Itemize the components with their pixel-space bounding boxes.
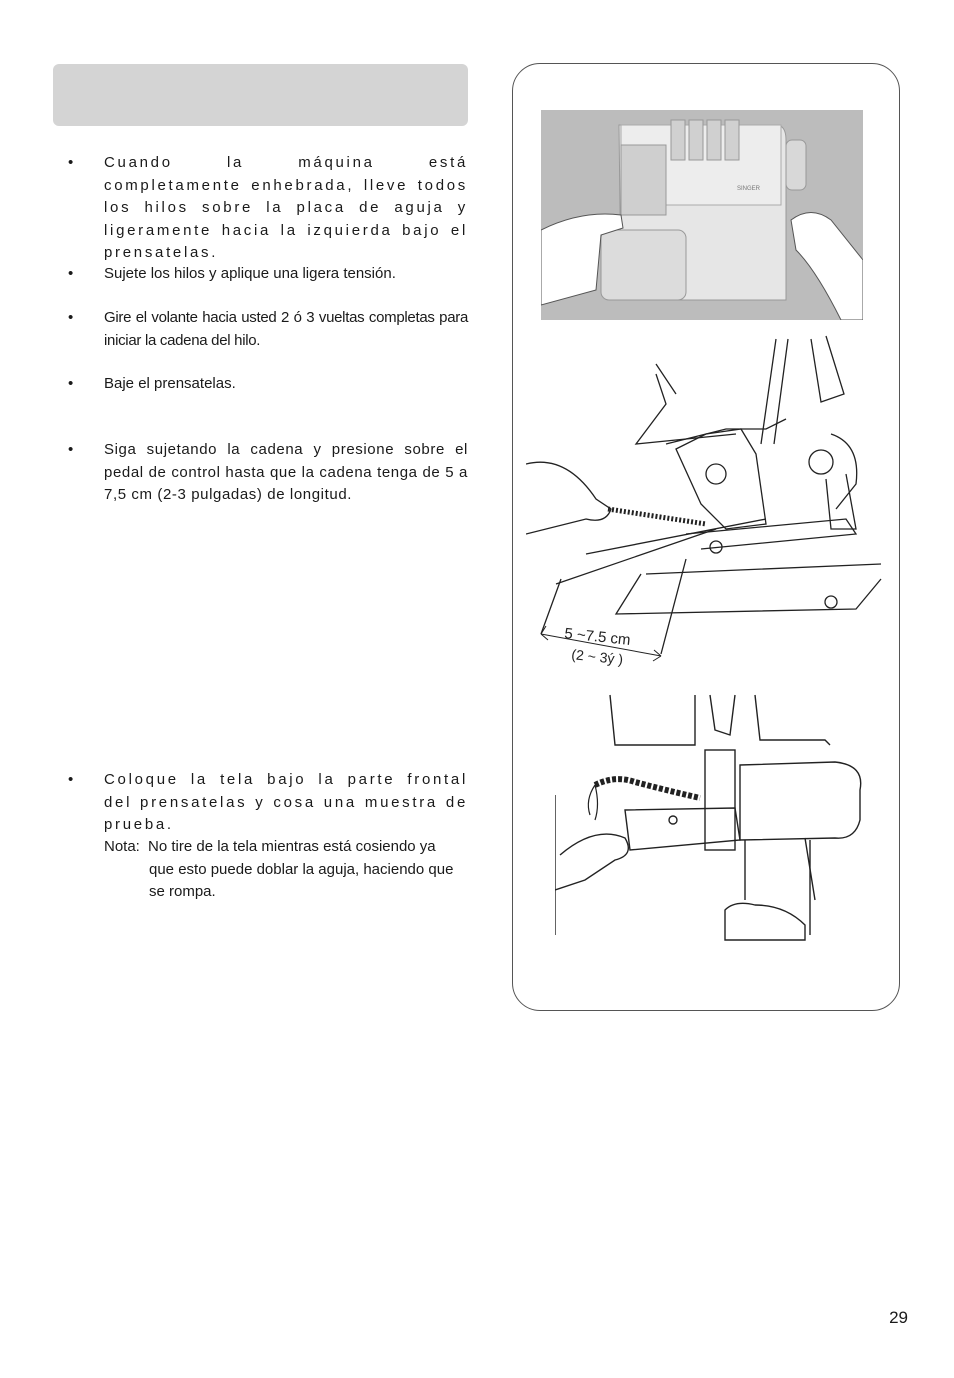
instruction-item xyxy=(68,263,468,286)
note-first-line: No tire de la tela mientras está cosiendo ya xyxy=(148,838,436,855)
instruction-item xyxy=(68,307,468,352)
note-rest: que esto puede doblar la aguja, haciendo que se rompa. xyxy=(149,860,454,900)
bullet-marker: • xyxy=(68,771,74,788)
bullet-marker: • xyxy=(68,265,74,282)
bullet-marker: • xyxy=(68,154,74,171)
bullet-marker: • xyxy=(68,375,74,392)
test-sample-illustration xyxy=(555,690,875,945)
measure-cm-label: 5 ~7.5 cm xyxy=(563,625,632,649)
instruction-item xyxy=(68,373,468,396)
instruction-text: Gire el volante hacia usted 2 ó 3 vueltas completas para iniciar la cadena del hilo. xyxy=(104,309,468,349)
instruction-text: Sujete los hilos y aplique una ligera tensión. xyxy=(104,265,396,282)
measure-inch-label: (2 ~ 3ý ) xyxy=(570,646,624,668)
thread-chain-illustration xyxy=(526,334,886,674)
instruction-item xyxy=(68,769,468,837)
instruction-item xyxy=(68,152,468,265)
instruction-text: Coloque la tela bajo la parte frontal del prensatelas y cosa una muestra de prueba. xyxy=(104,771,468,833)
note-text xyxy=(104,836,468,904)
instruction-item xyxy=(68,439,468,507)
note-block xyxy=(104,836,468,904)
serger-photo xyxy=(541,110,863,320)
bullet-marker: • xyxy=(68,441,74,458)
bullet-marker: • xyxy=(68,309,74,326)
instruction-text: Cuando la máquina está completamente enhebrada, lleve todos los hilos sobre la placa de aguja y ligeramente hacia la izquierda bajo el prensatelas. xyxy=(104,154,468,261)
section-header-bar xyxy=(53,64,468,126)
instruction-text: Siga sujetando la cadena y presione sobre el pedal de control hasta que la cadena tenga de 5 a 7,5 cm (2-3 pulgadas) de longitud. xyxy=(104,441,468,503)
brand-label: SINGER xyxy=(737,186,761,192)
note-label: Nota: xyxy=(104,838,140,855)
serger-photo-drawing xyxy=(541,110,863,320)
page-number: 29 xyxy=(889,1308,908,1327)
instruction-text: Baje el prensatelas. xyxy=(104,375,236,392)
